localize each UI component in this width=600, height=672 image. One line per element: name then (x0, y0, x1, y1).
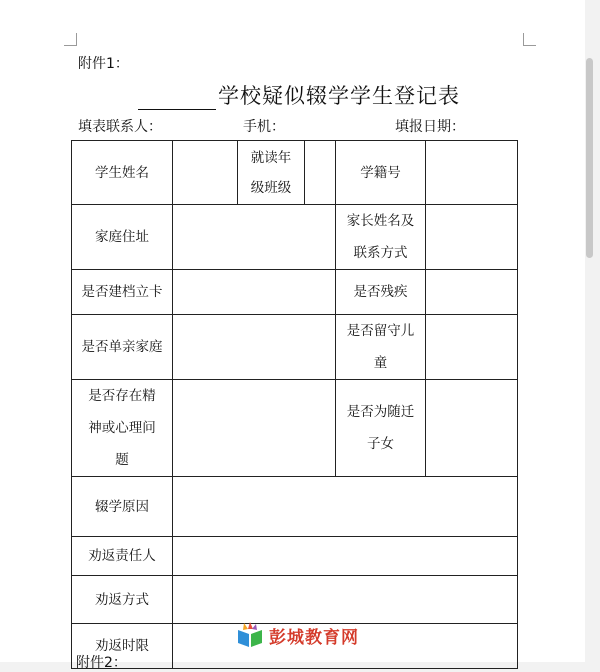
mental-issue-cell[interactable] (173, 380, 336, 477)
poverty-card-label: 是否建档立卡 (72, 270, 173, 315)
table-row (72, 205, 518, 270)
mental-issue-label: 是否存在精神或心理问题 (72, 380, 173, 477)
dropout-reason-cell[interactable] (173, 477, 518, 537)
table-row (72, 315, 518, 380)
table-row (72, 141, 518, 205)
page-corner-mark (64, 33, 77, 46)
home-address-label: 家庭住址 (72, 205, 173, 270)
return-deadline-label: 劝返时限 (72, 624, 173, 669)
disability-cell[interactable] (426, 270, 518, 315)
disability-label: 是否残疾 (336, 270, 426, 315)
table-row (72, 380, 518, 477)
parent-contact-cell[interactable] (426, 205, 518, 270)
single-parent-cell[interactable] (173, 315, 336, 380)
watermark-text: 彭城教育网 (269, 627, 359, 648)
dropout-reason-label: 辍学原因 (72, 477, 173, 537)
grade-class-cell[interactable] (305, 141, 336, 205)
return-method-cell[interactable] (173, 576, 518, 624)
phone-label: 手机： (243, 119, 285, 135)
grade-class-label: 就读年级班级 (238, 141, 305, 205)
poverty-card-cell[interactable] (173, 270, 336, 315)
left-behind-cell[interactable] (426, 315, 518, 380)
responsible-person-cell[interactable] (173, 537, 518, 576)
page-title: 学校疑似辍学学生登记表 (218, 84, 460, 108)
table-row (72, 537, 518, 576)
title-blank-line (138, 87, 216, 110)
table-row (72, 477, 518, 537)
single-parent-label: 是否单亲家庭 (72, 315, 173, 380)
registration-table (71, 140, 518, 669)
attachment-label-2: 附件2： (76, 655, 127, 671)
table-row (72, 270, 518, 315)
responsible-person-label: 劝返责任人 (72, 537, 173, 576)
scrollbar-thumb[interactable] (586, 58, 593, 258)
parent-contact-label: 家长姓名及联系方式 (336, 205, 426, 270)
return-method-label: 劝返方式 (72, 576, 173, 624)
migrant-child-cell[interactable] (426, 380, 518, 477)
date-label: 填报日期： (395, 119, 465, 135)
left-behind-label: 是否留守儿童 (336, 315, 426, 380)
home-address-cell[interactable] (173, 205, 336, 270)
student-id-label: 学籍号 (336, 141, 426, 205)
student-name-cell[interactable] (173, 141, 238, 205)
contact-label: 填表联系人： (78, 119, 162, 135)
book-logo-icon (235, 620, 265, 650)
title-row (138, 80, 460, 110)
student-id-cell[interactable] (426, 141, 518, 205)
attachment-label: 附件1： (78, 56, 129, 72)
student-name-label: 学生姓名 (72, 141, 173, 205)
page-corner-mark (523, 33, 536, 46)
watermark-logo (235, 620, 359, 650)
table-row (72, 576, 518, 624)
migrant-child-label: 是否为随迁子女 (336, 380, 426, 477)
